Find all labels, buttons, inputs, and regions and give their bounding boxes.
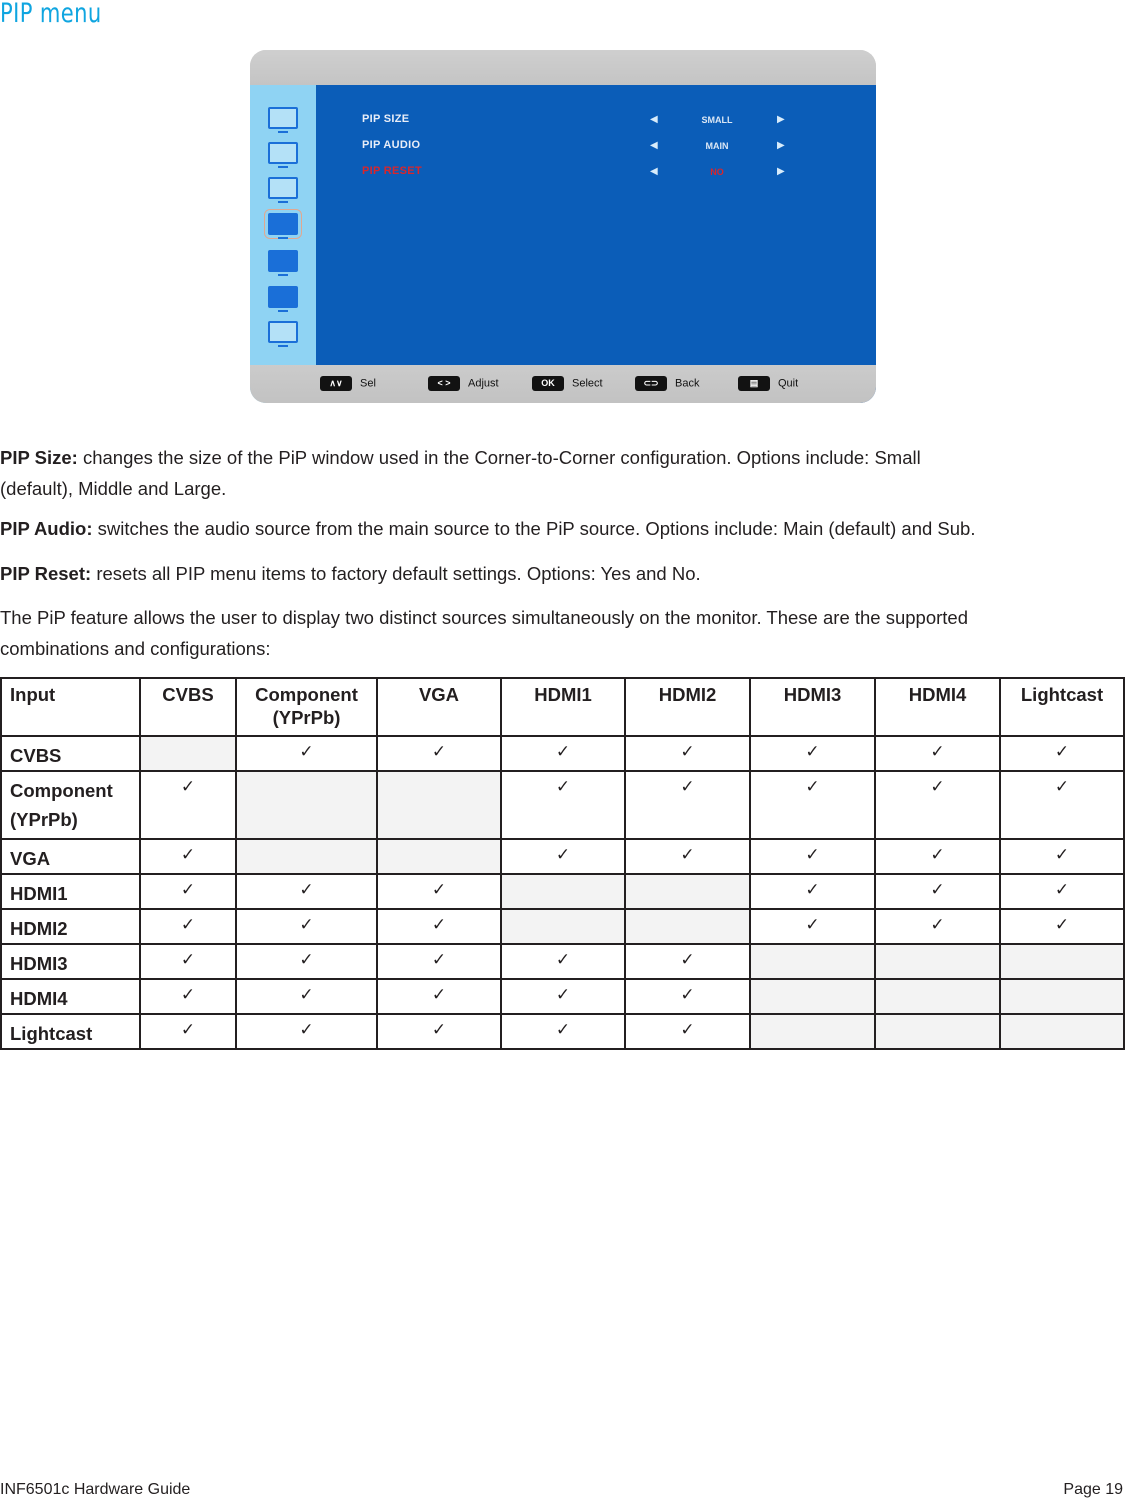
check-icon: ✓ xyxy=(501,771,625,839)
check-icon: ✓ xyxy=(140,839,236,874)
osd-value-pip-size: SMALL xyxy=(701,115,733,125)
check-icon: ✓ xyxy=(377,874,501,909)
hint-quit: ▤ Quit xyxy=(738,376,798,391)
osd-row-pip-size: PIP SIZE xyxy=(362,113,410,125)
term-pip-size: PIP Size: xyxy=(0,447,78,468)
table-row xyxy=(1,736,1124,771)
check-icon: ✓ xyxy=(501,736,625,771)
check-icon: ✓ xyxy=(750,736,875,771)
check-icon: ✓ xyxy=(501,979,625,1014)
unsupported-cell xyxy=(1000,1014,1124,1049)
check-icon: ✓ xyxy=(1000,839,1124,874)
table-row xyxy=(1,909,1124,944)
column-header: HDMI4 xyxy=(875,678,1000,736)
left-arrow-icon: ◀ xyxy=(650,166,658,177)
check-icon: ✓ xyxy=(140,944,236,979)
check-icon: ✓ xyxy=(501,944,625,979)
right-arrow-icon: ▶ xyxy=(777,140,785,151)
left-right-key-icon: < > xyxy=(428,376,460,391)
right-arrow-icon: ▶ xyxy=(777,114,785,125)
hint-sel: ∧∨ Sel xyxy=(320,376,376,391)
back-key-icon: ⊂⊃ xyxy=(635,376,667,391)
unsupported-cell xyxy=(875,979,1000,1014)
check-icon: ✓ xyxy=(875,909,1000,944)
hint-adjust: < > Adjust xyxy=(428,376,499,391)
check-icon: ✓ xyxy=(140,771,236,839)
table-row xyxy=(1,1014,1124,1049)
osd-row-pip-audio: PIP AUDIO xyxy=(362,139,421,151)
check-icon: ✓ xyxy=(236,1014,377,1049)
unsupported-cell xyxy=(140,736,236,771)
pip-osd-screenshot xyxy=(250,50,876,403)
pip-combination-table xyxy=(0,677,1125,1050)
footer-page-number: Page 19 xyxy=(1063,1481,1123,1498)
check-icon: ✓ xyxy=(501,1014,625,1049)
footer-document-title: INF6501c Hardware Guide xyxy=(0,1481,191,1498)
check-icon: ✓ xyxy=(1000,909,1124,944)
check-icon: ✓ xyxy=(140,874,236,909)
hint-back: ⊂⊃ Back xyxy=(635,376,699,391)
column-header: HDMI2 xyxy=(625,678,750,736)
page-title: PIP menu xyxy=(0,0,102,29)
check-icon: ✓ xyxy=(236,909,377,944)
unsupported-cell xyxy=(377,771,501,839)
check-icon: ✓ xyxy=(501,839,625,874)
unsupported-cell xyxy=(750,1014,875,1049)
paragraph-intro: The PiP feature allows the user to display two distinct sources simultaneously on the monitor. These are the supported combinations and configurations: xyxy=(0,607,969,659)
osd-sidebar xyxy=(250,85,316,403)
audio-icon xyxy=(268,250,298,272)
unsupported-cell xyxy=(236,771,377,839)
left-arrow-icon: ◀ xyxy=(650,114,658,125)
check-icon: ✓ xyxy=(1000,736,1124,771)
left-arrow-icon: ◀ xyxy=(650,140,658,151)
table-row xyxy=(1,839,1124,874)
check-icon: ✓ xyxy=(750,874,875,909)
unsupported-cell xyxy=(625,909,750,944)
ok-key-icon: OK xyxy=(532,376,564,391)
display-icon xyxy=(268,177,298,199)
column-header: VGA xyxy=(377,678,501,736)
row-header: HDMI3 xyxy=(1,944,140,979)
check-icon: ✓ xyxy=(750,771,875,839)
unsupported-cell xyxy=(377,839,501,874)
table-row xyxy=(1,874,1124,909)
osd-top-bar xyxy=(250,50,876,85)
osd-value-pip-reset: NO xyxy=(710,167,724,177)
column-header: HDMI3 xyxy=(750,678,875,736)
check-icon: ✓ xyxy=(140,1014,236,1049)
row-header: HDMI1 xyxy=(1,874,140,909)
paragraph-pip-audio: PIP Audio: switches the audio source from the main source to the PiP source. Options include: Main (default) and Sub. xyxy=(0,518,976,539)
check-icon: ✓ xyxy=(625,736,750,771)
unsupported-cell xyxy=(1000,979,1124,1014)
column-header: HDMI1 xyxy=(501,678,625,736)
unsupported-cell xyxy=(875,1014,1000,1049)
paragraph-pip-size: PIP Size: changes the size of the PiP window used in the Corner-to-Corner configuration. Options include: Small (default), Middle and Large. xyxy=(0,447,921,499)
check-icon: ✓ xyxy=(875,874,1000,909)
check-icon: ✓ xyxy=(140,909,236,944)
table-row xyxy=(1,771,1124,839)
row-header: HDMI4 xyxy=(1,979,140,1014)
check-icon: ✓ xyxy=(377,909,501,944)
picture-icon xyxy=(268,107,298,129)
check-icon: ✓ xyxy=(875,839,1000,874)
unsupported-cell xyxy=(750,979,875,1014)
hint-select: OK Select xyxy=(532,376,603,391)
check-icon: ✓ xyxy=(377,979,501,1014)
screen-icon xyxy=(268,142,298,164)
unsupported-cell xyxy=(875,944,1000,979)
column-header-input: Input xyxy=(1,678,140,736)
check-icon: ✓ xyxy=(750,909,875,944)
osd-menu-panel xyxy=(316,85,876,403)
check-icon: ✓ xyxy=(140,979,236,1014)
right-arrow-icon: ▶ xyxy=(777,166,785,177)
check-icon: ✓ xyxy=(377,944,501,979)
unsupported-cell xyxy=(501,909,625,944)
check-icon: ✓ xyxy=(625,771,750,839)
check-icon: ✓ xyxy=(377,1014,501,1049)
pip-icon xyxy=(268,213,298,235)
check-icon: ✓ xyxy=(1000,874,1124,909)
osd-row-pip-reset: PIP RESET xyxy=(362,165,422,177)
row-header: VGA xyxy=(1,839,140,874)
up-down-key-icon: ∧∨ xyxy=(320,376,352,391)
row-header: HDMI2 xyxy=(1,909,140,944)
row-header: CVBS xyxy=(1,736,140,771)
row-header: Component (YPrPb) xyxy=(1,771,140,839)
unsupported-cell xyxy=(501,874,625,909)
menu-key-icon: ▤ xyxy=(738,376,770,391)
check-icon: ✓ xyxy=(875,771,1000,839)
check-icon: ✓ xyxy=(236,736,377,771)
check-icon: ✓ xyxy=(236,979,377,1014)
table-header-row xyxy=(1,678,1124,736)
osd-value-pip-audio: MAIN xyxy=(705,141,729,151)
column-header: Component (YPrPb) xyxy=(236,678,377,736)
check-icon: ✓ xyxy=(750,839,875,874)
check-icon: ✓ xyxy=(625,1014,750,1049)
multi-icon xyxy=(268,286,298,308)
check-icon: ✓ xyxy=(625,979,750,1014)
column-header: Lightcast xyxy=(1000,678,1124,736)
check-icon: ✓ xyxy=(236,944,377,979)
table-row xyxy=(1,944,1124,979)
row-header: Lightcast xyxy=(1,1014,140,1049)
paragraph-pip-reset: PIP Reset: resets all PIP menu items to factory default settings. Options: Yes and No. xyxy=(0,563,701,584)
table-row xyxy=(1,979,1124,1014)
unsupported-cell xyxy=(1000,944,1124,979)
unsupported-cell xyxy=(236,839,377,874)
check-icon: ✓ xyxy=(625,944,750,979)
term-pip-reset: PIP Reset: xyxy=(0,563,92,584)
column-header: CVBS xyxy=(140,678,236,736)
check-icon: ✓ xyxy=(625,839,750,874)
unsupported-cell xyxy=(750,944,875,979)
unsupported-cell xyxy=(625,874,750,909)
check-icon: ✓ xyxy=(1000,771,1124,839)
check-icon: ✓ xyxy=(377,736,501,771)
check-icon: ✓ xyxy=(236,874,377,909)
setup-icon xyxy=(268,321,298,343)
term-pip-audio: PIP Audio: xyxy=(0,518,93,539)
check-icon: ✓ xyxy=(875,736,1000,771)
